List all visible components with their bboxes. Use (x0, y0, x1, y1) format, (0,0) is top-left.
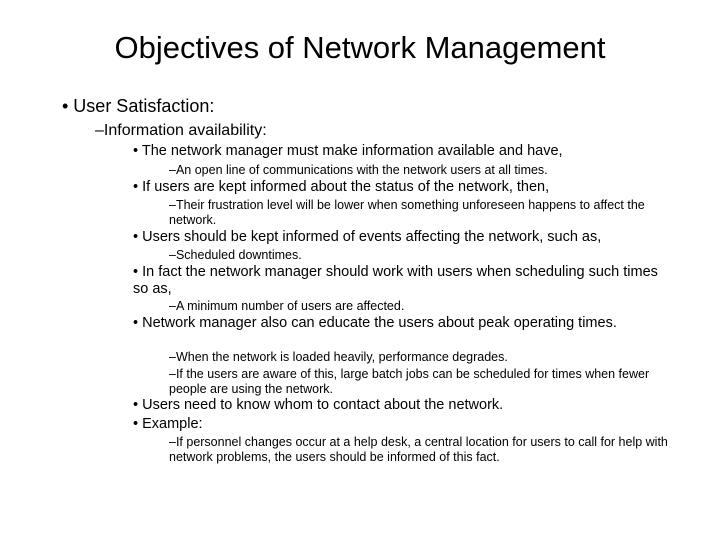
subbullet-information-availability: –Information availability: (95, 122, 267, 139)
subbullet-open-line: –An open line of communications with the network users at all times. (169, 163, 548, 177)
bullet-user-satisfaction: • User Satisfaction: (62, 96, 215, 116)
bullet-educate-users: • Network manager also can educate the users about peak operating times. (133, 315, 617, 331)
bullet-whom-to-contact: • Users need to know whom to contact about the network. (133, 397, 504, 413)
bullet-example: • Example: (133, 416, 203, 432)
bullet-users-kept-informed: • If users are kept informed about the status of the network, then, (133, 179, 550, 195)
subbullet-frustration-level: –Their frustration level will be lower when something unforeseen happens to affect the network. (169, 198, 645, 227)
slide-title: Objectives of Network Management (114, 30, 606, 65)
bullet-make-information-available: • The network manager must make information available and have, (133, 143, 563, 159)
bullet-events-affecting-network: • Users should be kept informed of events affecting the network, such as, (133, 229, 602, 245)
bullet-work-with-users: • In fact the network manager should work with users when scheduling such times so as, (133, 264, 658, 297)
subbullet-performance-degrades: –When the network is loaded heavily, performance degrades. (169, 350, 508, 364)
subbullet-batch-jobs: –If the users are aware of this, large batch jobs can be scheduled for times when fewer people are using the network. (169, 367, 650, 396)
subbullet-scheduled-downtimes: –Scheduled downtimes. (169, 248, 302, 262)
subbullet-help-desk: –If personnel changes occur at a help desk, a central location for users to call for help with network problems, the users should be informed of this fact. (169, 435, 668, 464)
subbullet-minimum-users: –A minimum number of users are affected. (169, 299, 405, 313)
